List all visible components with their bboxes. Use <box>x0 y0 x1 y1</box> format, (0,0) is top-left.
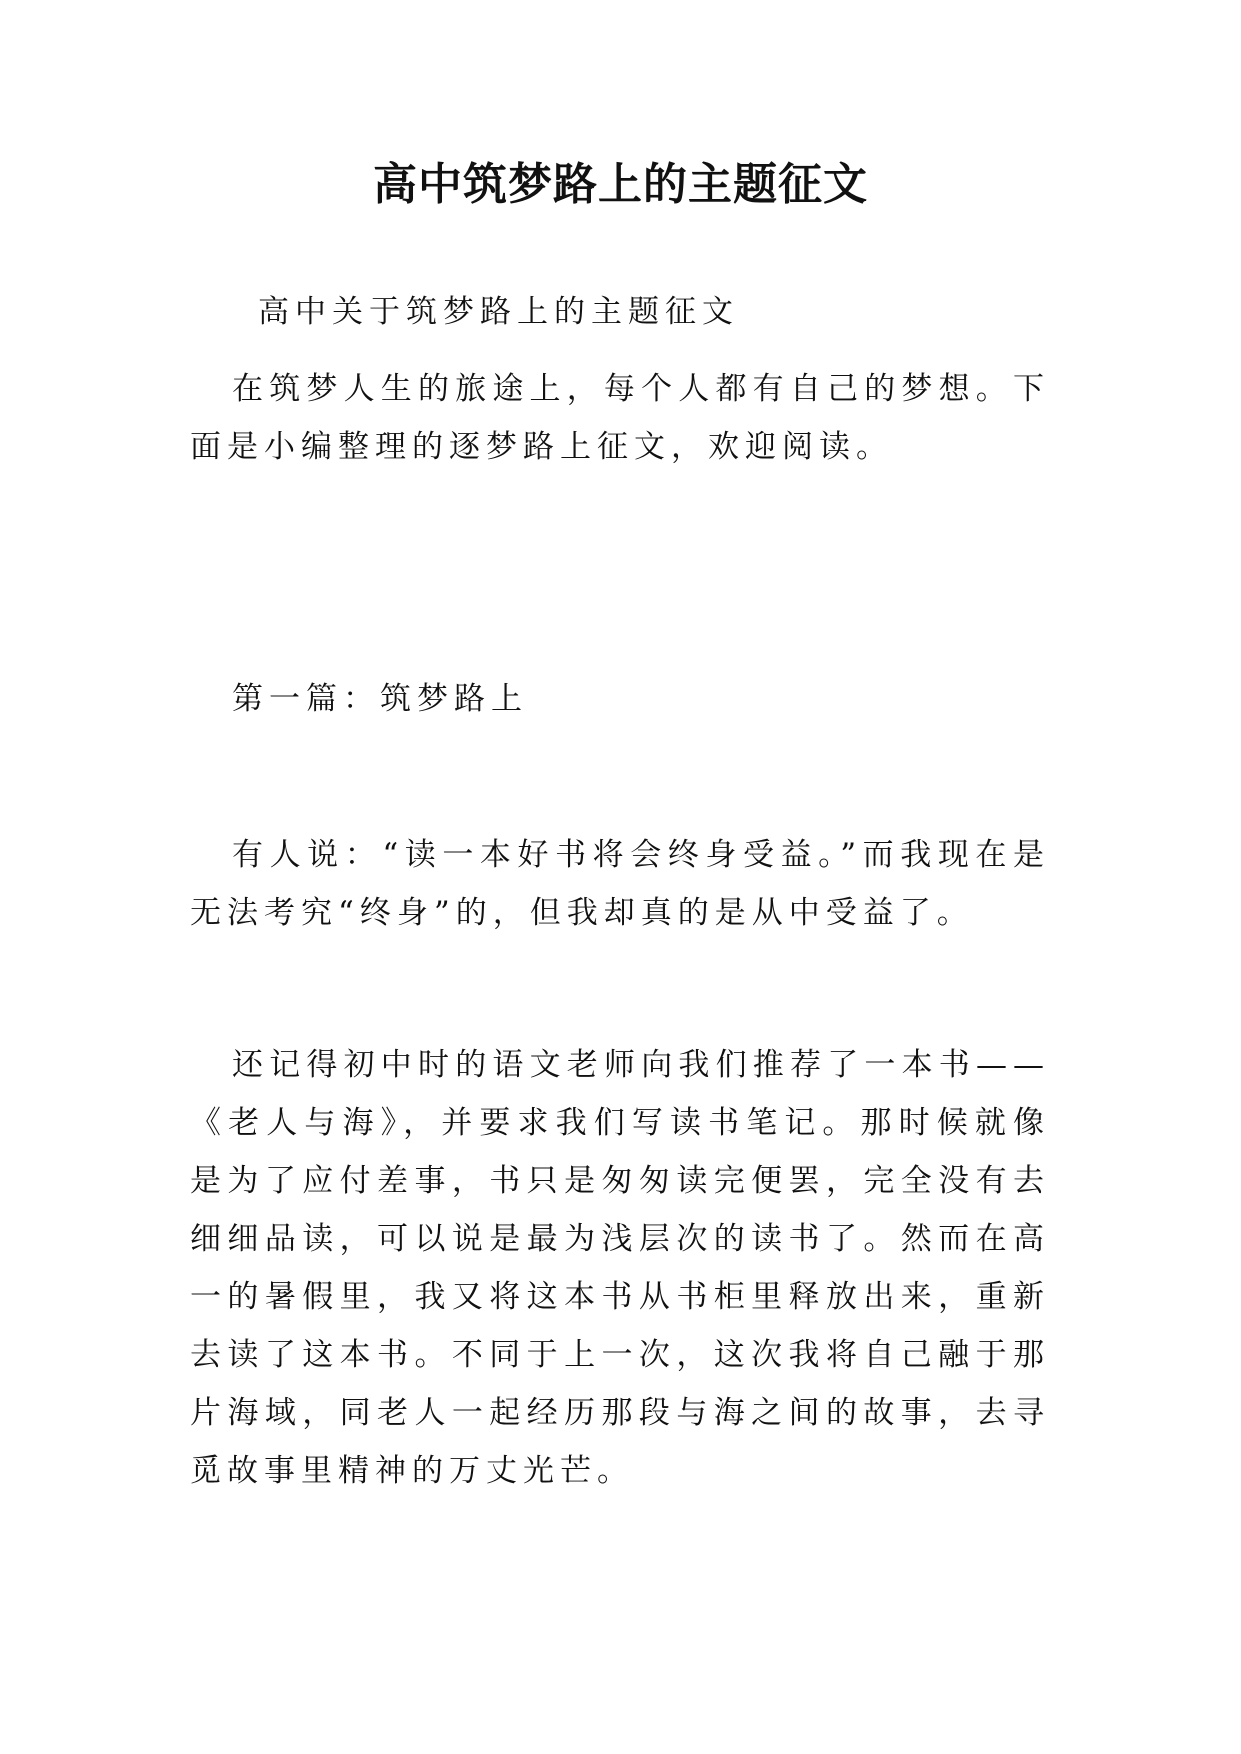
document-subtitle: 高中关于筑梦路上的主题征文 <box>258 294 739 330</box>
intro-paragraph: 在筑梦人生的旅途上，每个人都有自己的梦想。下面是小编整理的逐梦路上征文，欢迎阅读。 <box>190 371 1050 465</box>
body-paragraph: 有人说：“读一本好书将会终身受益。”而我现在是无法考究“终身”的，但我却真的是从中受益了。 <box>190 837 1050 931</box>
body-paragraph: 还记得初中时的语文老师向我们推荐了一本书——《老人与海》，并要求我们写读书笔记。那时候就像是为了应付差事，书只是匆匆读完便罢，完全没有去细细品读，可以说是最为浅层次的读书了。然而在高一的暑假里，我又将这本书从书柜里释放出来，重新去读了这本书。不同于上一次，这次我将自己融于那片海域，同老人一起经历那段与海之间的故事，去寻觅故事里精神的万丈光芒。 <box>190 1047 1050 1489</box>
document-title: 高中筑梦路上的主题征文 <box>373 159 868 210</box>
section-heading: 第一篇：筑梦路上 <box>232 681 528 717</box>
